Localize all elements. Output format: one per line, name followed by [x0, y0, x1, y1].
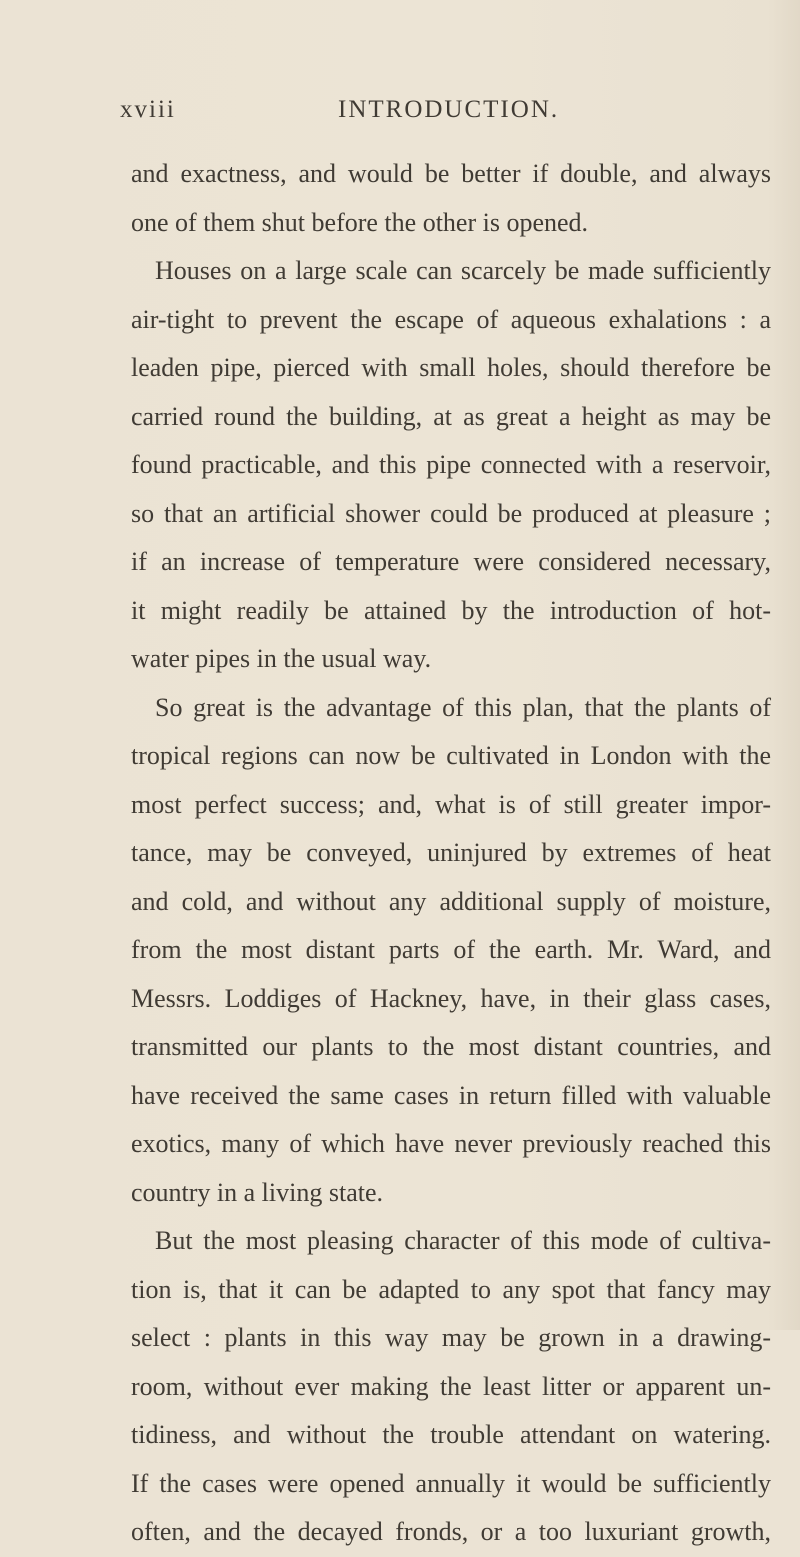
text-line: have received the same cases in return filled with valuable	[131, 1080, 771, 1110]
text-line: tidiness, and without the trouble attendant on watering.	[131, 1420, 771, 1449]
text-line: transmitted our plants to the most distant countries, and	[131, 1032, 771, 1061]
text-line: so that an artificial shower could be produced at pleasure ;	[131, 498, 771, 528]
text-line: Houses on a large scale can scarcely be made sufficiently	[155, 256, 771, 285]
text-line: select : plants in this way may be grown in a drawing-	[131, 1323, 771, 1352]
text-line: water pipes in the usual way.	[131, 644, 432, 673]
text-line: country in a living state.	[131, 1177, 384, 1207]
text-line: exotics, many of which have never previously reached this	[131, 1129, 771, 1158]
text-line: Messrs. Loddiges of Hackney, have, in their glass cases,	[131, 983, 771, 1013]
body-text	[131, 150, 771, 1557]
text-line: room, without ever making the least litter or apparent un-	[131, 1371, 771, 1401]
text-line: tion is, that it can be adapted to any spot that fancy may	[131, 1274, 771, 1304]
text-line: from the most distant parts of the earth. Mr. Ward, and	[131, 935, 771, 964]
text-line: air-tight to prevent the escape of aqueous exhalations : a	[131, 304, 771, 334]
text-line: So great is the advantage of this plan, that the plants of	[155, 692, 771, 722]
text-line: and exactness, and would be better if double, and always	[131, 159, 771, 188]
text-line: it might readily be attained by the introduction of hot-	[131, 595, 771, 625]
text-line: tropical regions can now be cultivated in London with the	[131, 741, 771, 770]
text-line: found practicable, and this pipe connected with a reservoir,	[131, 450, 771, 479]
page-number: xviii	[120, 96, 176, 123]
text-line: often, and the decayed fronds, or a too luxuriant growth,	[131, 1517, 771, 1546]
text-line: carried round the building, at as great a height as may be	[131, 401, 771, 431]
text-line: If the cases were opened annually it would be sufficiently	[131, 1468, 771, 1498]
running-head	[120, 96, 770, 136]
running-title: INTRODUCTION.	[338, 96, 560, 123]
text-line: one of them shut before the other is opened.	[131, 207, 589, 237]
text-line: But the most pleasing character of this mode of cultiva-	[155, 1226, 771, 1255]
text-line: most perfect success; and, what is of still greater impor-	[131, 789, 771, 819]
text-line: if an increase of temperature were considered necessary,	[131, 547, 771, 576]
text-line: tance, may be conveyed, uninjured by extremes of heat	[131, 838, 771, 867]
text-line: and cold, and without any additional supply of moisture,	[131, 886, 771, 916]
text-line: leaden pipe, pierced with small holes, should therefore be	[131, 353, 771, 382]
